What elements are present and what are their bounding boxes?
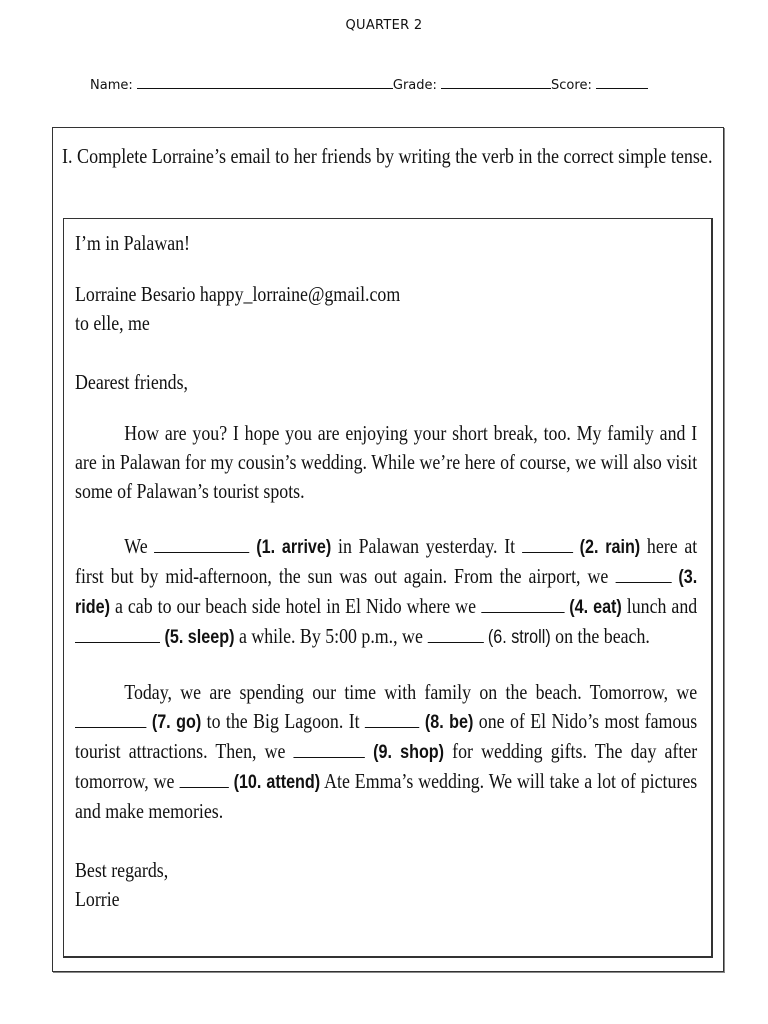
email-paragraph-3 [75, 678, 697, 826]
para2-text-4: a cab to our beach side hotel in El Nido where we [110, 594, 481, 618]
verb-cue-5: (5. sleep) [164, 627, 235, 648]
para2-text-6: a while. By 5:00 p.m., we [234, 624, 428, 648]
verb-cue-2: (2. rain) [579, 537, 641, 558]
page-title: QUARTER 2 [345, 18, 423, 33]
para3-text-1: Today, we are spending our time with family on the beach. Tomorrow, we [124, 680, 698, 704]
student-info-line [90, 76, 690, 93]
email-paragraph-2 [75, 532, 697, 652]
email-signature: Lorrie [75, 887, 120, 911]
blank-3[interactable] [615, 568, 671, 583]
blank-9[interactable] [294, 743, 365, 758]
para3-text-3: one of El Nido’s most famous tourist attractions. Then, we [75, 709, 698, 763]
email-closing: Best regards, [75, 858, 169, 882]
verb-cue-10: (10. attend) [233, 772, 321, 793]
score-blank[interactable] [596, 76, 648, 89]
verb-cue-4: (4. eat) [569, 597, 622, 618]
instruction-text: I. Complete Lorraine’s email to her friends by writing the verb in the correct simple tense. [62, 144, 713, 168]
verb-cue-1: (1. arrive) [256, 537, 332, 558]
name-blank[interactable] [137, 76, 393, 89]
verb-cue-3: (3. ride) [75, 567, 698, 618]
blank-2[interactable] [522, 538, 573, 553]
para2-text-2: in Palawan yesterday. It [331, 534, 522, 558]
grade-blank[interactable] [441, 76, 551, 89]
email-greeting: Dearest friends, [75, 370, 189, 394]
score-label: Score: [551, 78, 596, 93]
verb-cue-6: (6. stroll) [487, 627, 551, 648]
para3-text-5: Ate Emma’s wedding. We will take a lot of pictures and make memories. [75, 769, 698, 823]
email-subject: I’m in Palawan! [75, 231, 191, 255]
grade-label: Grade: [392, 78, 442, 93]
name-label: Name: [90, 78, 137, 93]
verb-cue-9: (9. shop) [373, 742, 445, 763]
para2-text-7: on the beach. [550, 624, 650, 648]
blank-7[interactable] [75, 713, 146, 728]
verb-cue-8: (8. be) [424, 712, 474, 733]
para3-text-4: for wedding gifts. The day after tomorrow, we [75, 739, 698, 793]
para3-text-2: to the Big Lagoon. It [201, 709, 366, 733]
verb-cue-7: (7. go) [151, 712, 202, 733]
blank-10[interactable] [179, 773, 228, 788]
blank-4[interactable] [481, 598, 564, 613]
blank-5[interactable] [75, 628, 160, 643]
para2-text-5: lunch and [621, 594, 698, 618]
para2-text-3: here at first but by mid-afternoon, the sun was out again. From the airport, we [75, 534, 698, 588]
email-sender: Lorraine Besario happy_lorraine@gmail.com [75, 282, 401, 306]
email-recipients: to elle, me [75, 311, 150, 335]
email-paragraph-1: How are you? I hope you are enjoying your short break, too. My family and I are in Palawan for my cousin’s wedding. While we’re here of course, we will also visit some of Palawan’s tourist spots. [75, 421, 698, 503]
blank-1[interactable] [154, 538, 249, 553]
para2-text-1: We [124, 534, 155, 558]
blank-8[interactable] [365, 713, 419, 728]
email-body [75, 229, 697, 914]
blank-6[interactable] [427, 628, 483, 643]
